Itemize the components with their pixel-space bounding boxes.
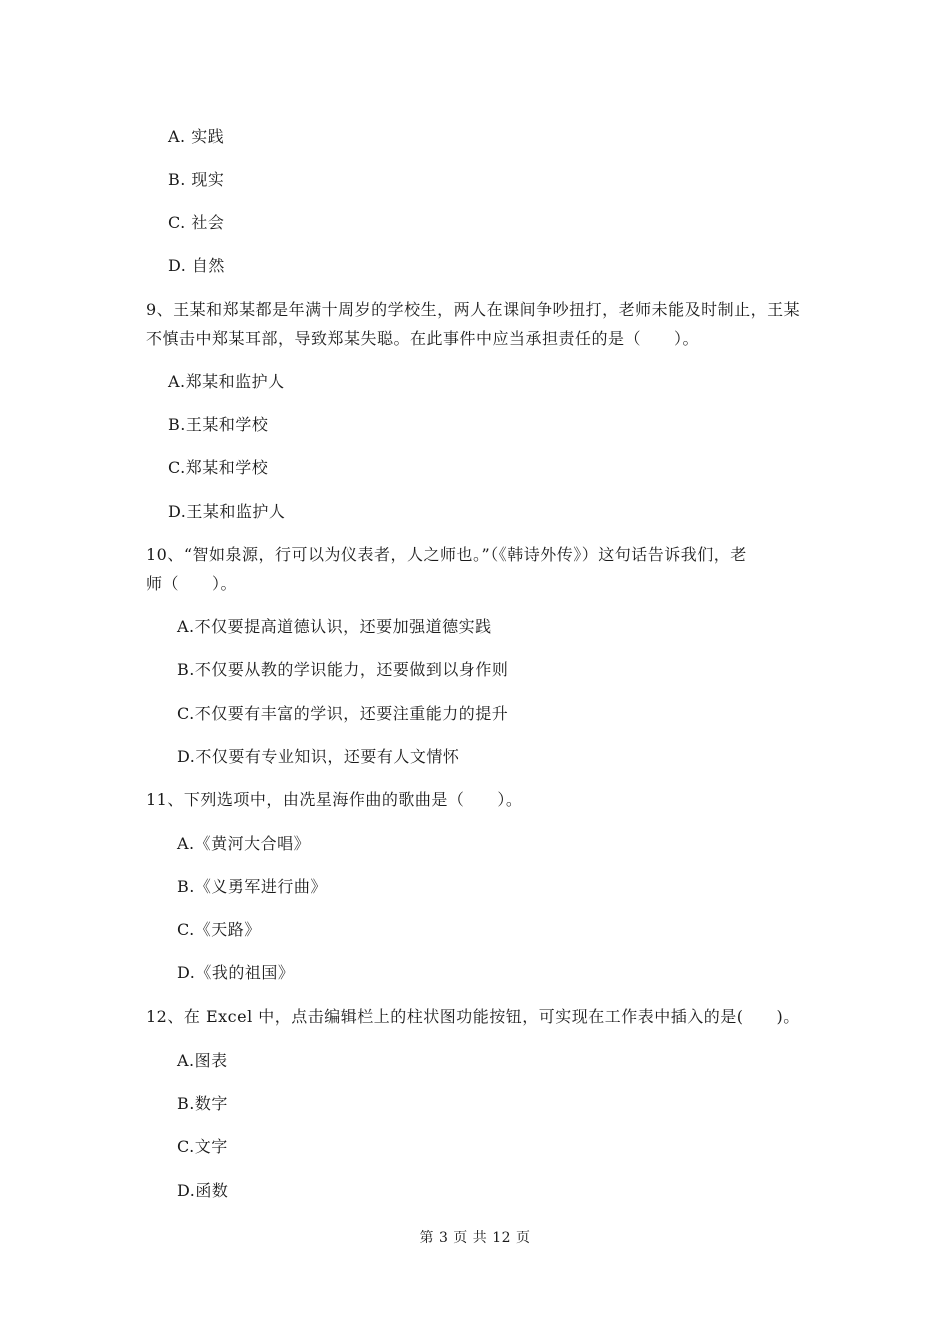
q8-option-c: C. 社会 bbox=[168, 213, 225, 232]
q10-option-a: A.不仅要提高道德认识，还要加强道德实践 bbox=[177, 617, 492, 636]
q12-stem: 12、在 Excel 中，点击编辑栏上的柱状图功能按钮，可实现在工作表中插入的是( )。 bbox=[146, 1007, 800, 1026]
q8-option-d: D. 自然 bbox=[168, 256, 225, 275]
q10-option-d: D.不仅要有专业知识，还要有人文情怀 bbox=[177, 747, 460, 766]
q8-option-a: A. 实践 bbox=[168, 127, 225, 146]
q9-stem-line2: 不慎击中郑某耳部，导致郑某失聪。在此事件中应当承担责任的是（ ）。 bbox=[146, 329, 700, 348]
q9-option-a: A.郑某和监护人 bbox=[168, 372, 285, 391]
q11-option-c: C.《天路》 bbox=[177, 920, 261, 939]
q10-stem-line1: 10、“智如泉源，行可以为仪表者，人之师也。”（《韩诗外传》）这句话告诉我们，老 bbox=[146, 545, 747, 564]
q9-option-c: C.郑某和学校 bbox=[168, 458, 269, 477]
q11-option-d: D.《我的祖国》 bbox=[177, 963, 295, 982]
q9-stem-line1: 9、王某和郑某都是年满十周岁的学校生，两人在课间争吵扭打，老师未能及时制止，王某 bbox=[146, 300, 801, 319]
q10-option-c: C.不仅要有丰富的学识，还要注重能力的提升 bbox=[177, 704, 509, 723]
q12-option-a: A.图表 bbox=[177, 1051, 228, 1070]
q12-option-b: B.数字 bbox=[177, 1094, 228, 1113]
q11-option-b: B.《义勇军进行曲》 bbox=[177, 877, 327, 896]
q10-stem-line2: 师（ ）。 bbox=[146, 574, 238, 593]
q8-option-b: B. 现实 bbox=[168, 170, 225, 189]
q12-option-d: D.函数 bbox=[177, 1181, 229, 1200]
q12-option-c: C.文字 bbox=[177, 1137, 228, 1156]
q9-option-d: D.王某和监护人 bbox=[168, 502, 286, 521]
q11-option-a: A.《黄河大合唱》 bbox=[177, 834, 311, 853]
q9-option-b: B.王某和学校 bbox=[168, 415, 269, 434]
q11-stem: 11、下列选项中，由冼星海作曲的歌曲是（ ）。 bbox=[146, 790, 523, 809]
page-number-footer: 第 3 页 共 12 页 bbox=[419, 1230, 531, 1246]
q10-option-b: B.不仅要从教的学识能力，还要做到以身作则 bbox=[177, 660, 509, 679]
